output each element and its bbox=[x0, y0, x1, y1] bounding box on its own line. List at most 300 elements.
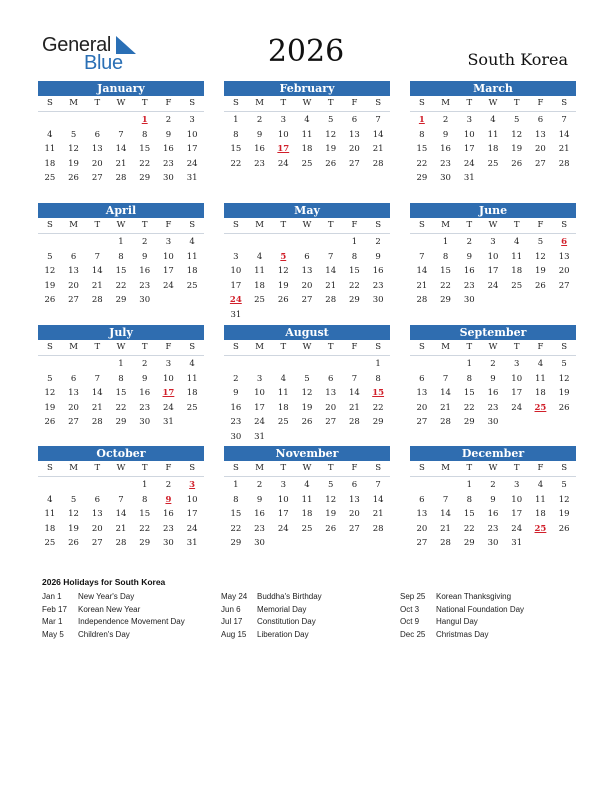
day-cell: 29 bbox=[440, 295, 451, 306]
day-cell: 2 bbox=[165, 115, 172, 125]
day-cell: 11 bbox=[487, 129, 499, 140]
day-cell: 21 bbox=[440, 523, 451, 534]
day-cell: 16 bbox=[440, 144, 451, 155]
day-cell: 24 bbox=[277, 158, 289, 169]
day-cell: 22 bbox=[416, 158, 428, 169]
day-cell: 13 bbox=[325, 388, 337, 399]
day-cell: 2 bbox=[490, 359, 496, 369]
day-cell: 30 bbox=[440, 173, 451, 184]
weekday-label: W bbox=[302, 342, 312, 352]
empty-day-cell bbox=[410, 357, 434, 372]
weekday-header-row bbox=[38, 340, 204, 356]
day-cell: 30 bbox=[230, 431, 242, 442]
day-cell: 15 bbox=[139, 509, 151, 520]
weekday-label: T bbox=[466, 98, 473, 108]
weekday-label: S bbox=[418, 463, 425, 473]
day-cell: 5 bbox=[47, 373, 53, 384]
day-cell: 15 bbox=[440, 266, 451, 277]
day-cell: 25 bbox=[186, 280, 198, 291]
day-cell: 21 bbox=[558, 144, 570, 155]
day-cell: 16 bbox=[372, 266, 384, 277]
day-cell: 18 bbox=[186, 388, 198, 399]
day-cell: 30 bbox=[487, 538, 499, 549]
day-cell: 16 bbox=[487, 509, 499, 520]
day-cell: 1 bbox=[351, 237, 358, 247]
weekday-header-row bbox=[38, 96, 204, 112]
day-cell: 19 bbox=[277, 280, 289, 291]
day-cell: 10 bbox=[163, 373, 174, 384]
day-cell: 12 bbox=[325, 494, 337, 505]
empty-day-cell bbox=[109, 478, 133, 493]
day-cell: 27 bbox=[301, 295, 313, 306]
holiday-day-cell: 17 bbox=[162, 388, 175, 399]
day-cell: 8 bbox=[351, 251, 358, 262]
day-cell: 19 bbox=[301, 402, 313, 413]
day-cell: 27 bbox=[416, 538, 428, 549]
day-cell: 24 bbox=[277, 523, 289, 534]
weekday-label: S bbox=[375, 463, 382, 473]
day-cell: 16 bbox=[254, 144, 265, 155]
empty-day-cell bbox=[224, 235, 248, 250]
weekday-label: T bbox=[466, 342, 473, 352]
month-header: February bbox=[224, 81, 390, 96]
day-cell: 23 bbox=[254, 158, 265, 169]
day-cell: 6 bbox=[419, 373, 425, 384]
holiday-date: Mar 1 bbox=[42, 617, 63, 626]
day-cell: 22 bbox=[139, 158, 151, 169]
day-cell: 4 bbox=[537, 359, 544, 369]
weekday-header-row bbox=[224, 96, 390, 112]
month-september bbox=[410, 325, 576, 430]
day-cell: 21 bbox=[349, 402, 360, 413]
day-cell: 21 bbox=[372, 144, 384, 155]
holiday-day-cell: 1 bbox=[141, 115, 148, 125]
month-header: November bbox=[224, 446, 390, 461]
empty-day-cell bbox=[38, 113, 62, 128]
weekday-label: T bbox=[280, 98, 287, 108]
holiday-item bbox=[221, 616, 322, 629]
day-cell: 15 bbox=[463, 509, 475, 520]
day-cell: 30 bbox=[163, 538, 174, 549]
empty-day-cell bbox=[224, 357, 248, 372]
day-cell: 22 bbox=[230, 523, 242, 534]
weekday-label: F bbox=[351, 98, 358, 108]
weekday-label: T bbox=[513, 98, 520, 108]
day-cell: 8 bbox=[233, 494, 239, 505]
day-cell: 15 bbox=[115, 388, 127, 399]
day-cell: 5 bbox=[537, 237, 544, 247]
weekday-label: W bbox=[302, 463, 312, 473]
day-cell: 23 bbox=[463, 280, 475, 291]
weekday-header-row bbox=[410, 218, 576, 234]
day-cell: 29 bbox=[139, 538, 151, 549]
day-cell: 21 bbox=[115, 523, 127, 534]
day-cell: 24 bbox=[463, 158, 475, 169]
month-december bbox=[410, 446, 576, 551]
day-cell: 16 bbox=[139, 266, 151, 277]
day-cell: 29 bbox=[463, 417, 475, 428]
day-cell: 14 bbox=[91, 388, 103, 399]
day-cell: 29 bbox=[230, 538, 242, 549]
day-cell: 10 bbox=[511, 494, 523, 505]
day-grid bbox=[38, 234, 204, 308]
day-cell: 29 bbox=[115, 295, 127, 306]
day-cell: 4 bbox=[280, 373, 286, 384]
weekday-label: T bbox=[280, 463, 287, 473]
day-cell: 23 bbox=[163, 158, 174, 169]
day-cell: 20 bbox=[91, 158, 103, 169]
empty-day-cell bbox=[85, 357, 109, 372]
weekday-label: M bbox=[255, 98, 264, 108]
weekday-label: M bbox=[255, 463, 264, 473]
day-cell: 2 bbox=[442, 115, 449, 125]
day-cell: 22 bbox=[115, 280, 127, 291]
day-cell: 14 bbox=[440, 388, 451, 399]
weekday-label: S bbox=[232, 98, 239, 108]
day-cell: 7 bbox=[561, 115, 567, 125]
day-cell: 4 bbox=[490, 115, 496, 125]
day-cell: 16 bbox=[463, 266, 475, 277]
holiday-date: Feb 17 bbox=[42, 604, 67, 614]
day-cell: 1 bbox=[466, 480, 472, 490]
day-cell: 3 bbox=[513, 359, 520, 369]
weekday-label: W bbox=[116, 98, 126, 108]
day-cell: 14 bbox=[372, 494, 384, 505]
month-february bbox=[224, 81, 390, 171]
holiday-day-cell: 24 bbox=[229, 295, 242, 306]
weekday-label: M bbox=[69, 98, 78, 108]
month-may bbox=[224, 203, 390, 323]
day-cell: 3 bbox=[189, 115, 195, 125]
weekday-label: T bbox=[94, 98, 101, 108]
day-grid bbox=[224, 112, 390, 171]
weekday-label: M bbox=[255, 342, 264, 352]
day-cell: 30 bbox=[139, 295, 151, 306]
day-cell: 13 bbox=[558, 251, 570, 262]
day-cell: 27 bbox=[535, 158, 546, 169]
month-header: June bbox=[410, 203, 576, 218]
day-cell: 15 bbox=[416, 144, 428, 155]
day-cell: 17 bbox=[277, 509, 289, 520]
weekday-label: M bbox=[255, 220, 264, 230]
empty-day-cell bbox=[38, 235, 62, 250]
day-cell: 28 bbox=[372, 158, 384, 169]
weekday-label: F bbox=[537, 342, 544, 352]
holiday-name: Hangul Day bbox=[436, 617, 478, 626]
day-cell: 9 bbox=[233, 388, 239, 399]
weekday-label: M bbox=[69, 463, 78, 473]
day-cell: 17 bbox=[254, 402, 265, 413]
weekday-label: W bbox=[302, 98, 312, 108]
day-cell: 5 bbox=[70, 494, 77, 505]
weekday-label: M bbox=[441, 220, 450, 230]
day-cell: 9 bbox=[165, 129, 172, 140]
day-cell: 8 bbox=[118, 373, 124, 384]
empty-day-cell bbox=[62, 357, 86, 372]
day-cell: 21 bbox=[440, 402, 451, 413]
holiday-date: Oct 3 bbox=[400, 604, 420, 614]
empty-day-cell bbox=[62, 478, 86, 493]
holiday-item bbox=[221, 604, 322, 617]
holiday-date: Dec 25 bbox=[400, 629, 426, 639]
month-header: April bbox=[38, 203, 204, 218]
day-cell: 12 bbox=[277, 266, 289, 277]
holiday-day-cell: 17 bbox=[277, 144, 290, 155]
day-cell: 2 bbox=[490, 480, 496, 490]
empty-day-cell bbox=[319, 235, 343, 250]
day-cell: 13 bbox=[91, 509, 103, 520]
day-cell: 26 bbox=[558, 402, 570, 413]
day-cell: 17 bbox=[511, 388, 523, 399]
day-cell: 22 bbox=[139, 523, 151, 534]
day-cell: 26 bbox=[277, 295, 289, 306]
day-cell: 27 bbox=[68, 417, 79, 428]
holiday-name: New Year's Day bbox=[78, 592, 135, 601]
country-name: South Korea bbox=[467, 50, 568, 69]
day-cell: 21 bbox=[91, 280, 103, 291]
day-cell: 20 bbox=[535, 144, 546, 155]
day-cell: 8 bbox=[442, 251, 449, 262]
day-cell: 20 bbox=[416, 523, 428, 534]
day-cell: 13 bbox=[349, 494, 360, 505]
weekday-label: T bbox=[141, 220, 148, 230]
weekday-label: T bbox=[513, 220, 520, 230]
month-november bbox=[224, 446, 390, 551]
weekday-label: M bbox=[441, 342, 450, 352]
holiday-name: Memorial Day bbox=[257, 604, 307, 614]
day-cell: 17 bbox=[186, 144, 198, 155]
day-cell: 26 bbox=[68, 173, 79, 184]
day-cell: 26 bbox=[44, 417, 56, 428]
day-cell: 16 bbox=[163, 144, 174, 155]
day-cell: 11 bbox=[301, 129, 313, 140]
day-cell: 22 bbox=[463, 402, 475, 413]
day-cell: 26 bbox=[44, 295, 56, 306]
day-cell: 4 bbox=[537, 480, 544, 490]
month-july bbox=[38, 325, 204, 430]
day-cell: 18 bbox=[511, 266, 523, 277]
day-cell: 28 bbox=[115, 538, 127, 549]
day-cell: 22 bbox=[230, 158, 242, 169]
weekday-label: W bbox=[488, 98, 498, 108]
day-cell: 26 bbox=[301, 417, 313, 428]
day-cell: 18 bbox=[535, 509, 546, 520]
day-cell: 21 bbox=[325, 280, 337, 291]
empty-day-cell bbox=[85, 478, 109, 493]
day-cell: 14 bbox=[372, 129, 384, 140]
day-cell: 24 bbox=[163, 280, 174, 291]
empty-day-cell bbox=[85, 113, 109, 128]
day-cell: 2 bbox=[256, 480, 263, 490]
day-cell: 5 bbox=[561, 359, 567, 369]
month-header: July bbox=[38, 325, 204, 340]
day-cell: 26 bbox=[535, 280, 546, 291]
day-cell: 30 bbox=[372, 295, 384, 306]
day-cell: 27 bbox=[558, 280, 570, 291]
day-cell: 15 bbox=[230, 144, 242, 155]
weekday-label: T bbox=[141, 463, 148, 473]
holiday-day-cell: 25 bbox=[534, 523, 547, 534]
day-grid bbox=[38, 356, 204, 430]
day-cell: 12 bbox=[535, 251, 546, 262]
day-cell: 28 bbox=[440, 417, 451, 428]
day-cell: 11 bbox=[535, 373, 546, 384]
day-cell: 18 bbox=[301, 144, 313, 155]
holiday-name: Buddha's Birthday bbox=[257, 592, 322, 601]
day-cell: 26 bbox=[558, 523, 570, 534]
day-cell: 24 bbox=[163, 402, 174, 413]
day-cell: 22 bbox=[463, 523, 475, 534]
day-cell: 15 bbox=[139, 144, 151, 155]
day-cell: 9 bbox=[141, 251, 148, 262]
weekday-label: T bbox=[466, 220, 473, 230]
day-cell: 11 bbox=[535, 494, 546, 505]
day-cell: 31 bbox=[230, 309, 242, 320]
day-cell: 8 bbox=[233, 129, 239, 140]
day-cell: 14 bbox=[558, 129, 570, 140]
day-cell: 2 bbox=[466, 237, 472, 247]
day-cell: 2 bbox=[233, 373, 239, 384]
empty-day-cell bbox=[109, 113, 133, 128]
weekday-label: T bbox=[327, 342, 334, 352]
day-cell: 16 bbox=[487, 388, 499, 399]
day-cell: 23 bbox=[139, 402, 151, 413]
weekday-label: S bbox=[232, 220, 239, 230]
month-june bbox=[410, 203, 576, 308]
day-cell: 23 bbox=[440, 158, 451, 169]
day-cell: 4 bbox=[256, 251, 263, 262]
day-cell: 18 bbox=[186, 266, 198, 277]
day-cell: 11 bbox=[277, 388, 289, 399]
day-cell: 23 bbox=[254, 523, 265, 534]
weekday-label: S bbox=[418, 220, 425, 230]
day-cell: 17 bbox=[487, 266, 499, 277]
day-cell: 17 bbox=[463, 144, 475, 155]
weekday-label: S bbox=[189, 220, 196, 230]
day-cell: 27 bbox=[325, 417, 337, 428]
day-cell: 27 bbox=[416, 417, 428, 428]
day-cell: 21 bbox=[416, 280, 428, 291]
day-cell: 30 bbox=[139, 417, 151, 428]
day-cell: 19 bbox=[68, 158, 79, 169]
empty-day-cell bbox=[410, 235, 434, 250]
holiday-item bbox=[42, 604, 185, 617]
day-cell: 26 bbox=[325, 523, 337, 534]
day-cell: 23 bbox=[487, 402, 499, 413]
weekday-label: T bbox=[94, 220, 101, 230]
day-cell: 8 bbox=[141, 494, 148, 505]
holiday-item bbox=[42, 616, 185, 629]
day-cell: 13 bbox=[68, 388, 79, 399]
day-cell: 7 bbox=[327, 251, 334, 262]
day-cell: 25 bbox=[277, 417, 289, 428]
holiday-date: Jul 17 bbox=[221, 617, 243, 626]
day-cell: 4 bbox=[513, 237, 520, 247]
day-cell: 26 bbox=[325, 158, 337, 169]
day-cell: 1 bbox=[233, 480, 239, 490]
day-cell: 10 bbox=[463, 129, 475, 140]
day-grid bbox=[410, 477, 576, 551]
day-cell: 6 bbox=[351, 115, 358, 125]
day-cell: 24 bbox=[186, 158, 198, 169]
day-cell: 4 bbox=[47, 129, 53, 140]
day-cell: 23 bbox=[230, 417, 242, 428]
day-cell: 7 bbox=[94, 251, 100, 262]
day-cell: 14 bbox=[91, 266, 103, 277]
day-cell: 10 bbox=[254, 388, 265, 399]
weekday-label: T bbox=[141, 342, 148, 352]
empty-day-cell bbox=[434, 478, 458, 493]
weekday-label: S bbox=[189, 463, 196, 473]
month-october bbox=[38, 446, 204, 551]
day-cell: 19 bbox=[44, 280, 56, 291]
day-cell: 7 bbox=[118, 494, 124, 505]
holiday-name: National Foundation Day bbox=[436, 604, 525, 614]
day-cell: 27 bbox=[68, 295, 79, 306]
day-cell: 13 bbox=[68, 266, 79, 277]
day-cell: 25 bbox=[487, 158, 499, 169]
day-cell: 8 bbox=[466, 494, 472, 505]
day-cell: 25 bbox=[186, 402, 198, 413]
day-cell: 31 bbox=[163, 417, 174, 428]
day-cell: 13 bbox=[535, 129, 546, 140]
day-cell: 3 bbox=[280, 480, 286, 490]
day-cell: 3 bbox=[513, 480, 520, 490]
weekday-header-row bbox=[224, 461, 390, 477]
day-cell: 4 bbox=[189, 237, 195, 247]
weekday-header-row bbox=[38, 461, 204, 477]
empty-day-cell bbox=[38, 478, 62, 493]
day-cell: 18 bbox=[254, 280, 265, 291]
day-cell: 31 bbox=[186, 173, 198, 184]
day-cell: 11 bbox=[254, 266, 265, 277]
holiday-day-cell: 6 bbox=[561, 237, 568, 247]
weekday-label: M bbox=[441, 463, 450, 473]
holiday-name: Christmas Day bbox=[436, 629, 489, 639]
day-cell: 11 bbox=[44, 144, 56, 155]
day-cell: 22 bbox=[440, 280, 451, 291]
day-cell: 20 bbox=[416, 402, 428, 413]
weekday-label: F bbox=[351, 342, 358, 352]
day-cell: 15 bbox=[349, 266, 360, 277]
day-cell: 16 bbox=[163, 509, 174, 520]
empty-day-cell bbox=[410, 478, 434, 493]
day-cell: 14 bbox=[115, 144, 127, 155]
day-cell: 12 bbox=[44, 388, 56, 399]
day-cell: 27 bbox=[349, 523, 360, 534]
weekday-label: S bbox=[232, 342, 239, 352]
day-cell: 17 bbox=[230, 280, 242, 291]
day-cell: 19 bbox=[511, 144, 523, 155]
day-cell: 20 bbox=[558, 266, 570, 277]
day-cell: 25 bbox=[301, 158, 313, 169]
day-cell: 10 bbox=[277, 494, 289, 505]
holiday-name: Children's Day bbox=[78, 629, 130, 639]
day-cell: 10 bbox=[186, 494, 198, 505]
day-cell: 14 bbox=[115, 509, 127, 520]
holiday-name: Korean Thanksgiving bbox=[436, 592, 512, 601]
weekday-label: S bbox=[418, 98, 425, 108]
day-cell: 20 bbox=[349, 509, 360, 520]
weekday-label: F bbox=[165, 342, 172, 352]
day-cell: 15 bbox=[115, 266, 127, 277]
weekday-label: S bbox=[375, 220, 382, 230]
weekday-label: T bbox=[513, 342, 520, 352]
day-cell: 11 bbox=[301, 494, 313, 505]
day-cell: 2 bbox=[375, 237, 381, 247]
empty-day-cell bbox=[343, 357, 367, 372]
day-cell: 26 bbox=[511, 158, 523, 169]
